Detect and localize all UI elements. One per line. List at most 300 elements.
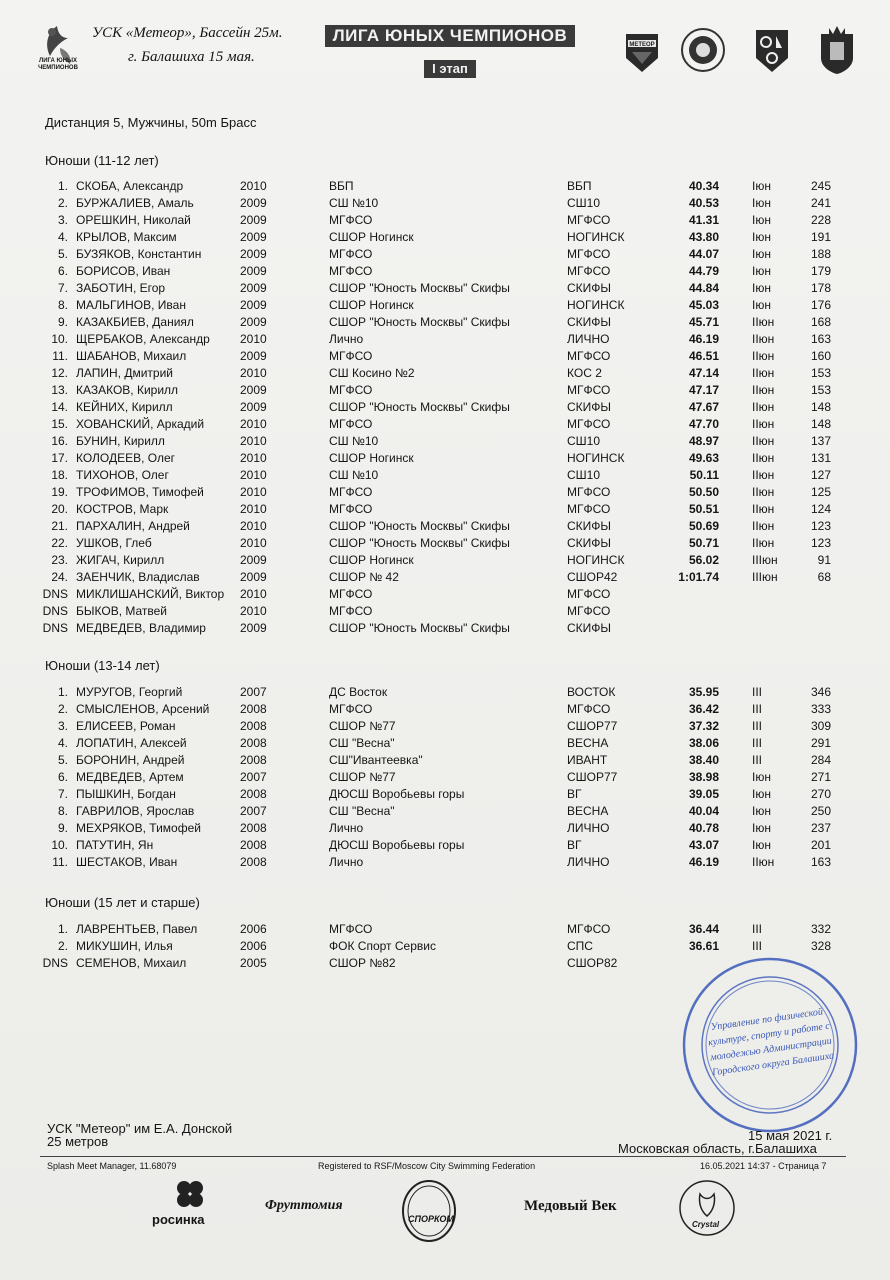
birth-year-cell: 2009 — [240, 349, 267, 363]
table-row — [0, 280, 890, 297]
rank-cell: III — [752, 702, 763, 716]
club-code-cell: СШ10 — [567, 196, 601, 210]
meteor-emblem-icon — [622, 24, 662, 76]
table-row — [0, 382, 890, 399]
place-cell: 4. — [57, 230, 68, 244]
rank-cell: IIюн — [752, 855, 775, 869]
table-row — [0, 212, 890, 229]
club-code-cell: СКИФЫ — [567, 536, 612, 550]
table-row — [0, 820, 890, 837]
table-row — [0, 803, 890, 820]
club-code-cell: СКИФЫ — [567, 315, 612, 329]
place-cell: 11. — [52, 855, 68, 869]
birth-year-cell: 2010 — [240, 179, 267, 193]
birth-year-cell: 2009 — [240, 400, 267, 414]
athlete-name-cell: КРЫЛОВ, Максим — [76, 230, 177, 244]
club-cell: СШОР Ногинск — [329, 553, 414, 567]
birth-year-cell: 2009 — [240, 213, 267, 227]
place-cell: 5. — [57, 753, 68, 767]
table-row — [0, 620, 890, 637]
athlete-name-cell: СКОБА, Александр — [76, 179, 184, 193]
time-cell: 35.95 — [688, 685, 719, 699]
athlete-name-cell: ОРЕШКИН, Николай — [76, 213, 191, 227]
place-cell: 10. — [51, 332, 68, 346]
place-cell: 7. — [57, 787, 68, 801]
club-code-cell: МГФСО — [567, 213, 611, 227]
athlete-name-cell: БЫКОВ, Матвей — [76, 604, 168, 618]
points-cell: 176 — [810, 298, 831, 312]
athlete-name-cell: ПАТУТИН, Ян — [76, 838, 154, 852]
rank-cell: IIюн — [752, 349, 775, 363]
table-row — [0, 837, 890, 854]
club-code-cell: СШОР77 — [567, 770, 618, 784]
table-row — [0, 297, 890, 314]
club-cell: МГФСО — [329, 485, 373, 499]
rank-cell: IIюн — [752, 468, 775, 482]
time-cell: 47.70 — [688, 417, 719, 431]
time-cell: 44.84 — [688, 281, 719, 295]
place-cell: 6. — [57, 264, 68, 278]
birth-year-cell: 2006 — [240, 922, 267, 936]
table-row — [0, 314, 890, 331]
athlete-name-cell: МЕДВЕДЕВ, Артем — [76, 770, 184, 784]
sponsor-rosinka: росинка — [152, 1212, 205, 1227]
points-cell: 153 — [810, 366, 831, 380]
points-cell: 124 — [810, 502, 831, 516]
table-row — [0, 684, 890, 701]
points-cell: 148 — [810, 417, 831, 431]
place-cell: 5. — [57, 247, 68, 261]
birth-year-cell: 2010 — [240, 468, 267, 482]
place-cell: 18. — [51, 468, 68, 482]
club-cell: МГФСО — [329, 383, 373, 397]
athlete-name-cell: МИКЛИШАНСКИЙ, Виктор — [76, 587, 225, 601]
club-cell: СШОР "Юность Москвы" Скифы — [329, 281, 510, 295]
club-code-cell: ВЕСНА — [567, 736, 609, 750]
place-cell: DNS — [42, 956, 68, 970]
birth-year-cell: 2008 — [240, 719, 267, 733]
points-cell: 270 — [810, 787, 831, 801]
points-cell: 137 — [810, 434, 831, 448]
club-cell: Лично — [329, 821, 364, 835]
sport-emblem-icon — [752, 24, 792, 76]
club-code-cell: ВОСТОК — [567, 685, 616, 699]
points-cell: 346 — [810, 685, 831, 699]
club-code-cell: СШОР82 — [567, 956, 618, 970]
time-cell: 37.32 — [688, 719, 719, 733]
rank-cell: Iюн — [752, 298, 771, 312]
place-cell: 10. — [51, 838, 68, 852]
rank-cell: Iюн — [752, 770, 771, 784]
table-row — [0, 263, 890, 280]
table-row — [0, 365, 890, 382]
place-cell: DNS — [42, 587, 68, 601]
time-cell: 44.79 — [688, 264, 719, 278]
birth-year-cell: 2009 — [240, 247, 267, 261]
birth-year-cell: 2007 — [240, 685, 267, 699]
birth-year-cell: 2010 — [240, 366, 267, 380]
points-cell: 68 — [817, 570, 831, 584]
athlete-name-cell: ЕЛИСЕЕВ, Роман — [76, 719, 176, 733]
club-code-cell: МГФСО — [567, 502, 611, 516]
athlete-name-cell: ЛАПИН, Дмитрий — [76, 366, 173, 380]
rank-cell: IIюн — [752, 315, 775, 329]
club-code-cell: СШОР77 — [567, 719, 618, 733]
event-title: Дистанция 5, Мужчины, 50m Брасс — [45, 115, 257, 130]
points-cell: 245 — [810, 179, 831, 193]
rank-cell: III — [752, 685, 763, 699]
rank-cell: Iюн — [752, 281, 771, 295]
rank-cell: Iюн — [752, 179, 771, 193]
points-cell: 188 — [810, 247, 831, 261]
birth-year-cell: 2010 — [240, 587, 267, 601]
place-cell: 4. — [57, 736, 68, 750]
points-cell: 153 — [810, 383, 831, 397]
club-code-cell: МГФСО — [567, 922, 611, 936]
time-cell: 50.69 — [688, 519, 719, 533]
place-cell: 8. — [57, 804, 68, 818]
club-cell: СШ №10 — [329, 196, 379, 210]
birth-year-cell: 2009 — [240, 621, 267, 635]
club-code-cell: СШОР42 — [567, 570, 618, 584]
club-cell: МГФСО — [329, 604, 373, 618]
table-row — [0, 921, 890, 938]
athlete-name-cell: ЖИГАЧ, Кирилл — [76, 553, 165, 567]
footer-pool: 25 метров — [47, 1134, 109, 1149]
time-cell: 50.71 — [688, 536, 719, 550]
time-cell: 38.06 — [688, 736, 719, 750]
place-cell: 2. — [57, 939, 68, 953]
club-code-cell: МГФСО — [567, 264, 611, 278]
place-cell: 7. — [57, 281, 68, 295]
place-cell: 13. — [51, 383, 68, 397]
points-cell: 271 — [810, 770, 831, 784]
place-cell: 24. — [51, 570, 68, 584]
table-row — [0, 552, 890, 569]
club-cell: МГФСО — [329, 247, 373, 261]
points-cell: 127 — [810, 468, 831, 482]
club-code-cell: КОС 2 — [567, 366, 602, 380]
table-row — [0, 331, 890, 348]
place-cell: 17. — [51, 451, 68, 465]
footer-registered: Registered to RSF/Moscow City Swimming Federation — [318, 1161, 536, 1171]
athlete-name-cell: ЛАВРЕНТЬЕВ, Павел — [76, 922, 198, 936]
club-cell: СШОР "Юность Москвы" Скифы — [329, 315, 510, 329]
athlete-name-cell: БУРЖАЛИЕВ, Амаль — [76, 196, 194, 210]
time-cell: 1:01.74 — [678, 570, 719, 584]
table-row — [0, 484, 890, 501]
sponsor-frutomiya: Фруттомия — [265, 1198, 343, 1213]
rank-cell: III — [752, 719, 763, 733]
rank-cell: IIюн — [752, 417, 775, 431]
rank-cell: IIюн — [752, 400, 775, 414]
table-row — [0, 246, 890, 263]
points-cell: 178 — [810, 281, 831, 295]
rank-cell: Iюн — [752, 230, 771, 244]
points-cell: 125 — [810, 485, 831, 499]
athlete-name-cell: МЕДВЕДЕВ, Владимир — [76, 621, 206, 635]
birth-year-cell: 2009 — [240, 230, 267, 244]
time-cell: 43.80 — [688, 230, 719, 244]
birth-year-cell: 2010 — [240, 417, 267, 431]
rank-cell: III — [752, 753, 763, 767]
athlete-name-cell: МУРУГОВ, Георгий — [76, 685, 183, 699]
time-cell: 41.31 — [688, 213, 719, 227]
place-cell: 16. — [51, 434, 68, 448]
rank-cell: Iюн — [752, 838, 771, 852]
athlete-name-cell: ШЕСТАКОВ, Иван — [76, 855, 178, 869]
club-cell: Лично — [329, 855, 364, 869]
birth-year-cell: 2010 — [240, 332, 267, 346]
stage-label: I этап — [424, 60, 476, 78]
club-cell: Лично — [329, 332, 364, 346]
club-code-cell: СШ10 — [567, 434, 601, 448]
time-cell: 50.50 — [688, 485, 719, 499]
club-code-cell: СКИФЫ — [567, 400, 612, 414]
table-row — [0, 938, 890, 955]
place-cell: 2. — [57, 196, 68, 210]
rank-cell: III — [752, 736, 763, 750]
points-cell: 179 — [810, 264, 831, 278]
table-row — [0, 854, 890, 871]
club-cell: СШОР № 42 — [329, 570, 399, 584]
birth-year-cell: 2009 — [240, 570, 267, 584]
birth-year-cell: 2009 — [240, 383, 267, 397]
table-row — [0, 348, 890, 365]
club-cell: СШОР №82 — [329, 956, 396, 970]
club-cell: МГФСО — [329, 417, 373, 431]
points-cell: 201 — [810, 838, 831, 852]
club-cell: СШОР "Юность Москвы" Скифы — [329, 519, 510, 533]
birth-year-cell: 2008 — [240, 753, 267, 767]
points-cell: 333 — [810, 702, 831, 716]
table-row — [0, 701, 890, 718]
club-code-cell: МГФСО — [567, 485, 611, 499]
athlete-name-cell: ТИХОНОВ, Олег — [76, 468, 169, 482]
club-cell: СШОР "Юность Москвы" Скифы — [329, 536, 510, 550]
place-cell: DNS — [42, 604, 68, 618]
place-cell: 1. — [57, 922, 68, 936]
rank-cell: IIюн — [752, 383, 775, 397]
athlete-name-cell: МАЛЬГИНОВ, Иван — [76, 298, 186, 312]
rank-cell: Iюн — [752, 247, 771, 261]
points-cell: 241 — [810, 196, 831, 210]
birth-year-cell: 2008 — [240, 838, 267, 852]
birth-year-cell: 2010 — [240, 451, 267, 465]
time-cell: 40.34 — [688, 179, 719, 193]
points-cell: 250 — [810, 804, 831, 818]
athlete-name-cell: КАЗАКОВ, Кирилл — [76, 383, 179, 397]
club-code-cell: НОГИНСК — [567, 230, 625, 244]
rank-cell: III — [752, 939, 763, 953]
club-cell: ФОК Спорт Сервис — [329, 939, 436, 953]
club-cell: МГФСО — [329, 213, 373, 227]
place-cell: 22. — [51, 536, 68, 550]
athlete-name-cell: КОЛОДЕЕВ, Олег — [76, 451, 176, 465]
time-cell: 39.05 — [688, 787, 719, 801]
time-cell: 45.71 — [688, 315, 719, 329]
time-cell: 38.98 — [688, 770, 719, 784]
stamp-text: Управление по физической культуре, спорту и работе с молодежью Администрации Городского округа Балашиха — [707, 1006, 835, 1079]
age-group-label: Юноши (11-12 лет) — [45, 153, 159, 168]
place-cell: 20. — [51, 502, 68, 516]
place-cell: 1. — [57, 685, 68, 699]
rank-cell: IIюн — [752, 536, 775, 550]
club-cell: СШ "Весна" — [329, 804, 395, 818]
time-cell: 47.67 — [688, 400, 719, 414]
club-code-cell: ЛИЧНО — [567, 855, 610, 869]
club-cell: СШ №10 — [329, 468, 379, 482]
time-cell: 40.53 — [688, 196, 719, 210]
birth-year-cell: 2010 — [240, 519, 267, 533]
birth-year-cell: 2007 — [240, 804, 267, 818]
table-row — [0, 501, 890, 518]
footer-date: 15 мая 2021 г. — [748, 1128, 833, 1143]
table-row — [0, 450, 890, 467]
table-row — [0, 586, 890, 603]
club-cell: СШ Косино №2 — [329, 366, 415, 380]
points-cell: 163 — [810, 855, 831, 869]
points-cell: 91 — [817, 553, 831, 567]
club-cell: МГФСО — [329, 502, 373, 516]
club-cell: СШОР №77 — [329, 770, 396, 784]
points-cell: 163 — [810, 332, 831, 346]
birth-year-cell: 2009 — [240, 196, 267, 210]
place-cell: 3. — [57, 213, 68, 227]
table-row — [0, 735, 890, 752]
place-cell: 1. — [57, 179, 68, 193]
points-cell: 148 — [810, 400, 831, 414]
club-cell: СШОР №77 — [329, 719, 396, 733]
club-cell: ВБП — [329, 179, 354, 193]
table-row — [0, 433, 890, 450]
time-cell: 36.44 — [688, 922, 719, 936]
crystal-logo-icon — [678, 1178, 736, 1238]
time-cell: 45.03 — [688, 298, 719, 312]
place-cell: 12. — [51, 366, 68, 380]
time-cell: 50.11 — [689, 468, 719, 482]
club-cell: СШ №10 — [329, 434, 379, 448]
club-code-cell: НОГИНСК — [567, 553, 625, 567]
footer-location: Московская область, г.Балашиха — [618, 1141, 817, 1156]
points-cell: 160 — [810, 349, 831, 363]
birth-year-cell: 2010 — [240, 536, 267, 550]
place-cell: 15. — [51, 417, 68, 431]
athlete-name-cell: КАЗАКБИЕВ, Даниял — [76, 315, 194, 329]
age-group-label: Юноши (15 лет и старше) — [45, 895, 200, 910]
club-cell: СШОР Ногинск — [329, 298, 414, 312]
points-cell: 237 — [810, 821, 831, 835]
athlete-name-cell: ГАВРИЛОВ, Ярослав — [76, 804, 195, 818]
rank-cell: Iюн — [752, 804, 771, 818]
rank-cell: IIIюн — [752, 553, 778, 567]
table-row — [0, 718, 890, 735]
place-cell: 14. — [51, 400, 68, 414]
birth-year-cell: 2005 — [240, 956, 267, 970]
table-row — [0, 229, 890, 246]
birth-year-cell: 2009 — [240, 264, 267, 278]
sporkom-logo-icon — [400, 1178, 458, 1244]
birth-year-cell: 2006 — [240, 939, 267, 953]
points-cell: 123 — [810, 536, 831, 550]
birth-year-cell: 2008 — [240, 855, 267, 869]
birth-year-cell: 2010 — [240, 502, 267, 516]
time-cell: 38.40 — [688, 753, 719, 767]
place-cell: 2. — [57, 702, 68, 716]
athlete-name-cell: СМЫСЛЕНОВ, Арсений — [76, 702, 210, 716]
athlete-name-cell: ЩЕРБАКОВ, Александр — [76, 332, 210, 346]
athlete-name-cell: МИКУШИН, Илья — [76, 939, 173, 953]
rank-cell: Iюн — [752, 821, 771, 835]
athlete-name-cell: БУНИН, Кирилл — [76, 434, 165, 448]
club-code-cell: ЛИЧНО — [567, 821, 610, 835]
rosinka-logo-icon — [168, 1178, 212, 1212]
rank-cell: IIюн — [752, 519, 775, 533]
club-code-cell: СКИФЫ — [567, 281, 612, 295]
birth-year-cell: 2008 — [240, 787, 267, 801]
club-code-cell: МГФСО — [567, 417, 611, 431]
sponsor-crystal: Crystal — [692, 1220, 720, 1229]
points-cell: 284 — [810, 753, 831, 767]
rank-cell: IIIюн — [752, 570, 778, 584]
club-code-cell: МГФСО — [567, 587, 611, 601]
club-code-cell: ВБП — [567, 179, 592, 193]
athlete-name-cell: ПАРХАЛИН, Андрей — [76, 519, 190, 533]
header-city-date-line: г. Балашиха 15 мая. — [128, 49, 255, 65]
athlete-name-cell: ТРОФИМОВ, Тимофей — [76, 485, 204, 499]
athlete-name-cell: ЗАБОТИН, Егор — [76, 281, 166, 295]
club-code-cell: ЛИЧНО — [567, 332, 610, 346]
rank-cell: Iюн — [752, 787, 771, 801]
table-row — [0, 603, 890, 620]
sponsor-sporkom: СПОРКОМ — [408, 1214, 454, 1224]
club-cell: МГФСО — [329, 587, 373, 601]
place-cell: 6. — [57, 770, 68, 784]
athlete-name-cell: БОРИСОВ, Иван — [76, 264, 171, 278]
rank-cell: Iюн — [752, 264, 771, 278]
points-cell: 328 — [810, 939, 831, 953]
points-cell: 291 — [810, 736, 831, 750]
table-row — [0, 178, 890, 195]
time-cell: 49.63 — [688, 451, 719, 465]
rank-cell: IIюн — [752, 332, 775, 346]
club-code-cell: МГФСО — [567, 349, 611, 363]
table-row — [0, 786, 890, 803]
club-code-cell: СПС — [567, 939, 593, 953]
meteor-emblem-text: МЕТЕОР — [629, 42, 655, 48]
table-row — [0, 399, 890, 416]
club-code-cell: МГФСО — [567, 604, 611, 618]
footer-software: Splash Meet Manager, 11.68079 — [47, 1161, 177, 1171]
athlete-name-cell: ШАБАНОВ, Михаил — [76, 349, 187, 363]
time-cell: 56.02 — [688, 553, 719, 567]
club-code-cell: ВГ — [567, 787, 582, 801]
birth-year-cell: 2008 — [240, 736, 267, 750]
table-row — [0, 535, 890, 552]
table-row — [0, 569, 890, 586]
time-cell: 46.19 — [688, 332, 719, 346]
club-cell: ДС Восток — [329, 685, 388, 699]
athlete-name-cell: УШКОВ, Глеб — [76, 536, 152, 550]
athlete-name-cell: КЕЙНИХ, Кирилл — [76, 400, 173, 414]
place-cell: 9. — [57, 315, 68, 329]
birth-year-cell: 2009 — [240, 281, 267, 295]
time-cell: 40.04 — [688, 804, 719, 818]
region-coat-of-arms-icon — [815, 24, 859, 76]
time-cell: 43.07 — [688, 838, 719, 852]
rank-cell: IIюн — [752, 485, 775, 499]
athlete-name-cell: ЛОПАТИН, Алексей — [76, 736, 187, 750]
